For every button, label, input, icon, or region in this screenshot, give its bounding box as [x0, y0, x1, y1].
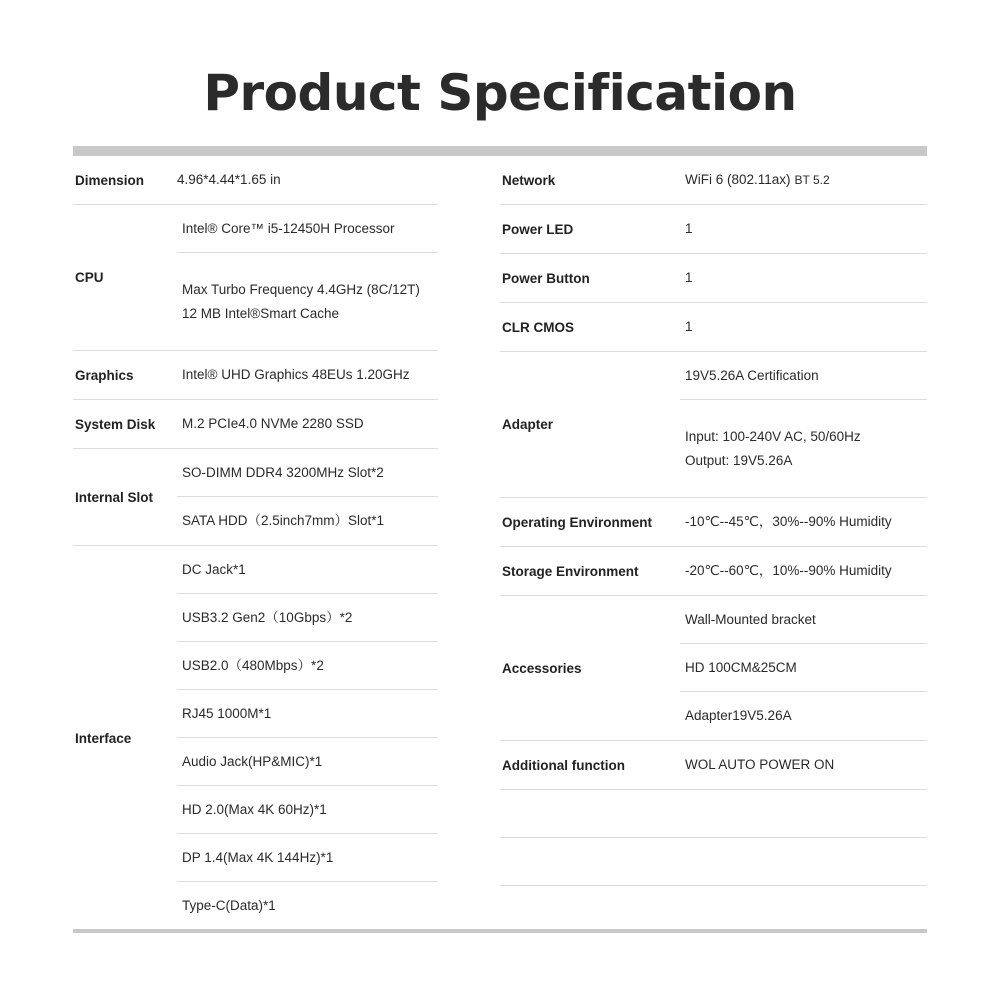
spec-label: Graphics [75, 367, 134, 383]
spec-value: HD 2.0(Max 4K 60Hz)*1 [177, 786, 438, 834]
spec-row-clr-cmos [500, 303, 927, 352]
empty-row [500, 838, 927, 886]
spec-row-interface [73, 546, 438, 930]
spec-table-left [73, 156, 438, 930]
spec-label: Interface [75, 730, 132, 746]
spec-value: 12 MB Intel®Smart Cache [182, 305, 340, 321]
spec-value-group [680, 156, 927, 204]
spec-label: Power LED [502, 221, 574, 237]
spec-row-additional-function [500, 741, 927, 790]
spec-label: CLR CMOS [502, 319, 574, 335]
spec-row-power-button [500, 254, 927, 303]
spec-value: -20℃--60℃，10%--90% Humidity [685, 563, 892, 578]
spec-value: HD 100CM&25CM [680, 644, 927, 692]
spec-row-power-led [500, 205, 927, 254]
spec-value: 19V5.26A Certification [680, 352, 927, 400]
spec-value: Intel® Core™ i5-12450H Processor [177, 205, 438, 253]
spec-value: Adapter19V5.26A [685, 708, 792, 723]
spec-row-cpu [73, 205, 438, 351]
spec-value: Input: 100-240V AC, 50/60Hz [685, 428, 861, 444]
spec-label: System Disk [75, 416, 156, 432]
spec-value: 1 [685, 221, 693, 236]
spec-value: USB3.2 Gen2（10Gbps）*2 [177, 594, 438, 642]
spec-label: Operating Environment [502, 514, 653, 530]
top-divider-bar [73, 146, 927, 156]
spec-value-group [680, 400, 927, 497]
spec-value: 1 [685, 270, 693, 285]
spec-value: Wall-Mounted bracket [680, 596, 927, 644]
spec-row-system-disk [73, 400, 438, 449]
spec-value: 1 [685, 319, 693, 334]
spec-row-accessories [500, 596, 927, 741]
spec-value: DP 1.4(Max 4K 144Hz)*1 [177, 834, 438, 882]
spec-label: Internal Slot [75, 489, 154, 505]
spec-row-internal-slot [73, 449, 438, 546]
spec-value: BT 5.2 [794, 173, 830, 187]
spec-row-storage-environment [500, 547, 927, 596]
spec-table-right [500, 156, 927, 886]
spec-value: RJ45 1000M*1 [177, 690, 438, 738]
spec-label: Accessories [502, 660, 582, 676]
spec-value: 4.96*4.44*1.65 in [177, 172, 281, 187]
spec-row-network [500, 156, 927, 205]
spec-value: WiFi 6 (802.11ax) [685, 172, 791, 187]
spec-value: M.2 PCIe4.0 NVMe 2280 SSD [182, 416, 364, 431]
spec-value: Max Turbo Frequency 4.4GHz (8C/12T) [182, 281, 420, 297]
spec-value: Intel® UHD Graphics 48EUs 1.20GHz [182, 367, 410, 382]
spec-value: WOL AUTO POWER ON [685, 757, 835, 772]
empty-row [500, 790, 927, 838]
spec-row-dimension [73, 156, 438, 205]
spec-value: SATA HDD（2.5inch7mm）Slot*1 [182, 513, 385, 528]
spec-value: -10℃--45℃，30%--90% Humidity [685, 514, 892, 529]
spec-label: CPU [75, 270, 104, 285]
spec-label: Additional function [502, 757, 625, 773]
spec-value: Audio Jack(HP&MIC)*1 [177, 738, 438, 786]
spec-value: USB2.0（480Mbps）*2 [177, 642, 438, 690]
spec-value: SO-DIMM DDR4 3200MHz Slot*2 [177, 449, 438, 497]
spec-row-graphics [73, 351, 438, 400]
spec-row-adapter [500, 352, 927, 498]
spec-label: Storage Environment [502, 563, 639, 579]
spec-value: Type-C(Data)*1 [182, 898, 276, 913]
spec-label: Network [502, 172, 556, 188]
page-title: Product Specification [203, 64, 797, 122]
spec-row-operating-environment [500, 498, 927, 547]
spec-value: Output: 19V5.26A [685, 452, 793, 468]
spec-label: Adapter [502, 417, 554, 432]
spec-value-group [177, 253, 438, 350]
spec-label: Power Button [502, 270, 590, 286]
spec-value: DC Jack*1 [177, 546, 438, 594]
spec-label: Dimension [75, 172, 145, 188]
bottom-divider-bar [73, 929, 927, 933]
